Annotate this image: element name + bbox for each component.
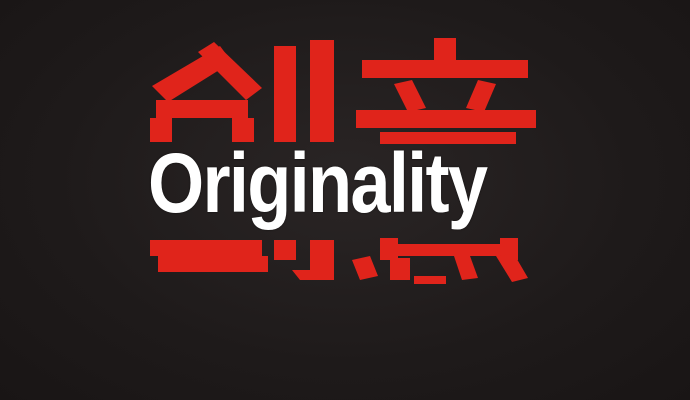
originality-headline: Originality	[148, 136, 487, 230]
